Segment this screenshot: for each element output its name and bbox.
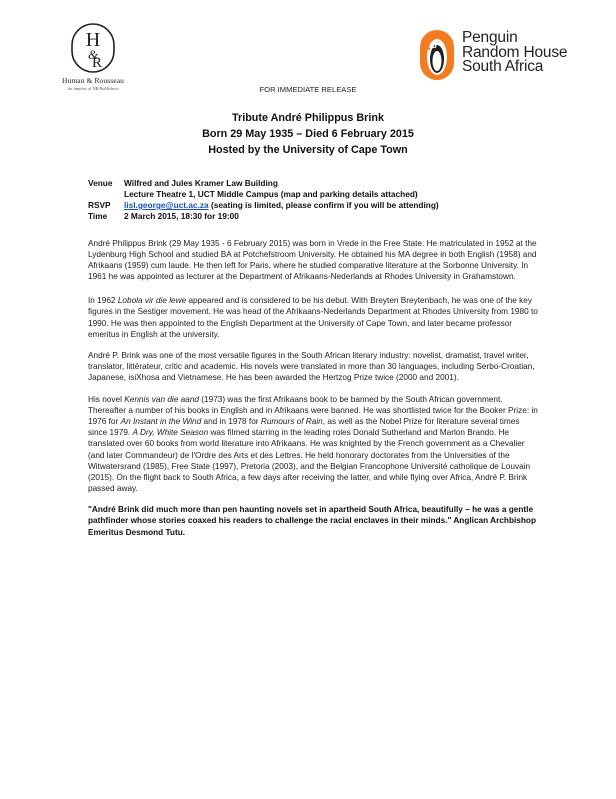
hr-monogram-icon: [70, 22, 116, 74]
prh-line-3: South Africa: [462, 58, 544, 75]
page-title: [0, 110, 616, 158]
time-value: 2 March 2015, 18:30 for 19:00: [124, 211, 239, 221]
venue-label: Venue: [88, 178, 113, 188]
time-row: [88, 211, 439, 222]
svg-text:R: R: [91, 55, 103, 71]
time-label: Time: [88, 211, 108, 221]
human-rousseau-logo: [38, 22, 148, 91]
venue-row: [88, 178, 439, 189]
article-body: [88, 238, 538, 548]
paragraph-works: His novel Kennis van die aand (1973) was the first Afrikaans book to be banned by the South African government. Thereafter a number of his books in English and in Afrikaans were banned. He was shortlisted twice for the Booker Prize: in 1976 for An Instant in the Wind and in 1978 for Rumours of Rain, as well as the Nobel Prize for literature several times since 1979. A Dry, White Season was filmed starring in the leading roles Donald Sutherland and Marlon Brando. He translated over 60 books from world literature into Afrikaans. He was knighted by the French government as a Chevalier (and later Commandeur) de l'Ordre des Arts et des Lettres. He held honorary doctorates from the Universities of the Witwatersrand (1985), Free State (1997), Pretoria (2003), and the Belgian Francophone Université catholique de Louvain (2015). On the flight back to South Africa, a few days after receiving the latter, and while flying over Africa, André P. Brink passed away.: [88, 395, 538, 493]
venue-line-1: Wilfred and Jules Kramer Law Building: [124, 178, 278, 188]
book-title: Kennis van die aand: [124, 395, 199, 405]
paragraph-biography: André Philippus Brink (29 May 1935 - 6 February 2015) was born in Vrede in the Free State. He matriculated in 1952 at the Lydenburg High School and studied BA at Potchefstroom University. He obtained his MA degree in both English (1958) and Afrikaans (1959) cum laude. He then left for Paris, where he studied comparative literature at the Sorbonne University. In 1961 he was appointed as lecturer at the Department of Afrikaans-Nederlands at Rhodes University in Grahamstown.: [88, 239, 537, 282]
venue-row-2: [88, 189, 439, 200]
paragraph-versatility: André P. Brink was one of the most versatile figures in the South African literary industry: novelist, dramatist, travel writer, translator, littérateur, critic and academic. His novels were translated in more than 30 languages, including Serbo-Croatian, Japanese, isiXhosa and Vietnamese. He has been awarded the Hertzog Prize twice (2000 and 2001).: [88, 351, 535, 383]
title-line-2: Born 29 May 1935 – Died 6 February 2015: [202, 128, 414, 140]
penguin-wordmark: [462, 31, 567, 75]
penguin-icon: [420, 30, 454, 80]
book-title: Rumours of Rain: [260, 417, 323, 427]
rsvp-email-link[interactable]: lisl.george@uct.ac.za: [124, 200, 209, 210]
penguin-logo: [420, 30, 590, 82]
book-title: An Instant in the Wind: [120, 417, 202, 427]
svg-text:H: H: [85, 29, 101, 51]
svg-text:&: &: [87, 47, 99, 62]
book-title: Lobola vir die lewe: [117, 296, 187, 306]
prh-line-2: Random House: [462, 43, 568, 61]
event-details: [88, 178, 439, 222]
tutu-quote: "André Brink did much more than pen haunting novels set in apartheid South Africa, beautifully – he was a gentle pathfinder whose stories coaxed his readers to challenge the racial enclaves in their minds." Anglican Archbishop Emeritus Desmond Tutu.: [88, 505, 537, 537]
release-label: FOR IMMEDIATE RELEASE: [259, 85, 357, 94]
rsvp-row: [88, 200, 439, 211]
paragraph-debut: In 1962 Lobola vir die lewe appeared and is considered to be his debut. With Breyten Breytenbach, he was one of the key figures in the Sestiger movement. He was head of the Afrikaans-Nederlands Department at Rhodes University from 1980 to 1990. He was then appointed to the English Department at the University of Cape Town, and later became professor emeritus in English at the university.: [88, 296, 538, 339]
rsvp-note: (seating is limited, please confirm if you will be attending): [208, 200, 439, 210]
venue-line-2: Lecture Theatre 1, UCT Middle Campus (map and parking details attached): [124, 189, 418, 199]
hr-brand-name: Human & Rousseau: [61, 76, 124, 85]
rsvp-label: RSVP: [88, 200, 111, 210]
title-line-3: Hosted by the University of Cape Town: [208, 144, 408, 156]
book-title: A Dry, White Season: [132, 428, 209, 438]
prh-line-1: Penguin: [462, 29, 518, 46]
hr-tagline: An imprint of NB Publishers: [67, 86, 119, 91]
title-line-1: Tribute André Philippus Brink: [232, 112, 384, 124]
